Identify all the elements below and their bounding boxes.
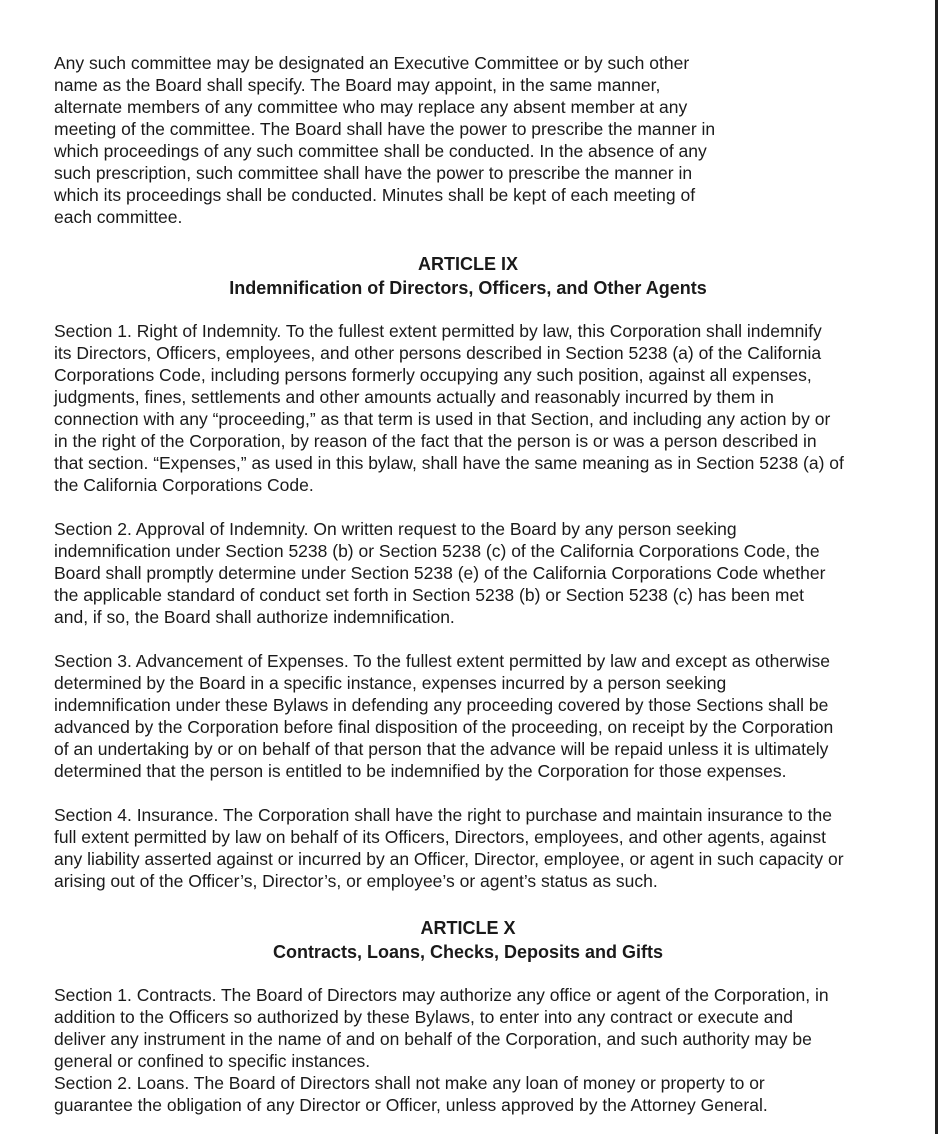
document-page xyxy=(54,52,894,1138)
text-line: Any such committee may be designated an Executive Committee or by such other xyxy=(54,53,690,73)
text-line: the California Corporations Code. xyxy=(54,475,314,495)
text-line: judgments, fines, settlements and other amounts actually and reasonably incurred by them in xyxy=(54,387,774,407)
text-line: Section 4. Insurance. The Corporation shall have the right to purchase and maintain insurance to the xyxy=(54,805,832,825)
section-paragraph xyxy=(54,320,894,496)
text-line: alternate members of any committee who may replace any absent member at any xyxy=(54,97,688,117)
section-paragraph xyxy=(54,52,894,228)
text-line: indemnification under these Bylaws in defending any proceeding covered by those Sections shall be xyxy=(54,695,829,715)
text-line: the applicable standard of conduct set forth in Section 5238 (b) or Section 5238 (c) has been met xyxy=(54,585,805,605)
text-line: and, if so, the Board shall authorize indemnification. xyxy=(54,607,455,627)
text-line: Corporations Code, including persons formerly occupying any such position, against all expenses, xyxy=(54,365,812,385)
text-line: guarantee the obligation of any Director or Officer, unless approved by the Attorney General. xyxy=(54,1095,768,1115)
text-line: general or confined to specific instances. xyxy=(54,1051,371,1071)
text-line: full extent permitted by law on behalf of its Officers, Directors, employees, and other agents, against xyxy=(54,827,827,847)
text-line: deliver any instrument in the name of and on behalf of the Corporation, and such authority may be xyxy=(54,1029,812,1049)
text-line: meeting of the committee. The Board shall have the power to prescribe the manner in xyxy=(54,119,716,139)
text-line: its Directors, Officers, employees, and other persons described in Section 5238 (a) of the California xyxy=(54,343,822,363)
text-line: indemnification under Section 5238 (b) or Section 5238 (c) of the California Corporations Code, the xyxy=(54,541,820,561)
text-line: which its proceedings shall be conducted. Minutes shall be kept of each meeting of xyxy=(54,185,696,205)
article-number: ARTICLE IX xyxy=(417,254,518,274)
text-line: in the right of the Corporation, by reason of the fact that the person is or was a person described in xyxy=(54,431,817,451)
text-line: Section 1. Contracts. The Board of Directors may authorize any office or agent of the Corporation, in xyxy=(54,985,829,1005)
text-line: Board shall promptly determine under Section 5238 (e) of the California Corporations Code whether xyxy=(54,563,826,583)
text-line: determined by the Board in a specific instance, expenses incurred by a person seeking xyxy=(54,673,727,693)
text-line: Section 1. Right of Indemnity. To the fullest extent permitted by law, this Corporation shall indemnify xyxy=(54,321,822,341)
text-line: connection with any “proceeding,” as that term is used in that Section, and including any action by or xyxy=(54,409,831,429)
text-line: Section 3. Advancement of Expenses. To the fullest extent permitted by law and except as otherwise xyxy=(54,651,830,671)
article-heading xyxy=(54,252,882,300)
text-line: each committee. xyxy=(54,207,183,227)
text-line: such prescription, such committee shall have the power to prescribe the manner in xyxy=(54,163,693,183)
section-paragraph xyxy=(54,984,894,1072)
text-line: any liability asserted against or incurred by an Officer, Director, employee, or agent in such capacity or xyxy=(54,849,844,869)
article-title: Indemnification of Directors, Officers, and Other Agents xyxy=(229,278,707,298)
text-line: advanced by the Corporation before final disposition of the proceeding, on receipt by the Corporation xyxy=(54,717,834,737)
text-line: that section. “Expenses,” as used in this bylaw, shall have the same meaning as in Section 5238 (a) of xyxy=(54,453,844,473)
text-line: Section 2. Loans. The Board of Directors shall not make any loan of money or property to or xyxy=(54,1073,765,1093)
text-line: arising out of the Officer’s, Director’s, or employee’s or agent’s status as such. xyxy=(54,871,658,891)
section-paragraph xyxy=(54,518,894,628)
text-line: which proceedings of any such committee shall be conducted. In the absence of any xyxy=(54,141,707,161)
text-line: addition to the Officers so authorized by these Bylaws, to enter into any contract or execute and xyxy=(54,1007,793,1027)
text-line: of an undertaking by or on behalf of that person that the advance will be repaid unless it is ultimately xyxy=(54,739,829,759)
article-title: Contracts, Loans, Checks, Deposits and Gifts xyxy=(272,942,664,962)
text-line: determined that the person is entitled to be indemnified by the Corporation for those expenses. xyxy=(54,761,787,781)
section-paragraph xyxy=(54,650,894,782)
article-heading xyxy=(54,916,882,964)
section-paragraph xyxy=(54,1072,894,1116)
section-paragraph xyxy=(54,804,894,892)
text-line: name as the Board shall specify. The Board may appoint, in the same manner, xyxy=(54,75,661,95)
article-number: ARTICLE X xyxy=(420,918,516,938)
text-line: Section 2. Approval of Indemnity. On written request to the Board by any person seeking xyxy=(54,519,737,539)
